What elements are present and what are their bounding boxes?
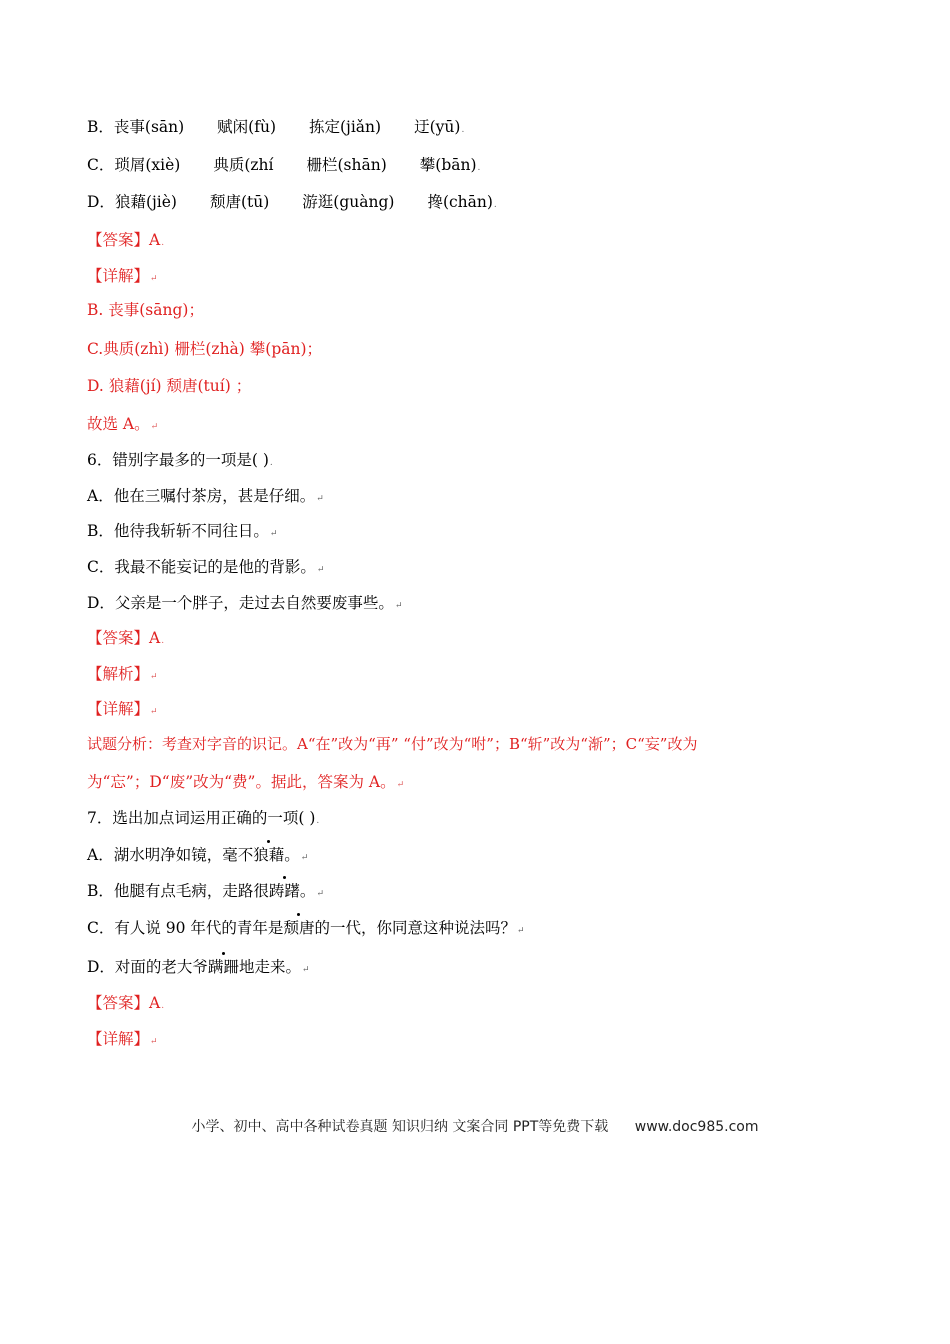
q6-stem-text: 6．错别字最多的一项是( )	[87, 451, 269, 469]
q6-analysis-header: 【解析】↵	[87, 665, 158, 683]
q7-option-b: B．他腿有点毛病，走路很踌躇。↵	[87, 882, 324, 900]
detail-c-text: C.典质(zhì) 栅栏(zhà) 攀(pān)；	[87, 340, 323, 358]
q5-b-word4: 迂(yū)	[414, 118, 461, 136]
q7-b-post: 。	[299, 882, 316, 900]
q5-c-word2: 典质(zhí	[213, 156, 274, 174]
q5-d-word2: 颓唐(tū)	[209, 193, 270, 211]
q5-d-word4: 搀(chān)	[427, 193, 493, 211]
answer-text: 【答案】A	[87, 629, 161, 647]
q7-a-post: 。	[284, 846, 300, 864]
q5-detail-d	[87, 376, 251, 396]
q5-c-word3: 栅栏(shān)	[306, 156, 387, 174]
detail-header-text: 【详解】	[87, 267, 150, 285]
q6-answer: 【答案】A.	[87, 629, 165, 647]
q5-b-word1: 丧事(sān)	[113, 118, 185, 136]
page-footer	[0, 1116, 950, 1136]
q7-option-d: D．对面的老大爷蹒跚地走来。↵	[87, 958, 310, 976]
detail-header-text: 【详解】	[87, 1030, 150, 1048]
q5-d-word3: 游逛(guàng)	[302, 193, 395, 211]
q5-conclusion: 故选 A。↵	[87, 415, 159, 433]
analysis-line1-text: 试题分析：考查对字音的识记。A“在”改为“再” “付”改为“咐”；B“斩”改为“渐”；C“妄”改为	[87, 735, 698, 753]
q6-option-c: C．我最不能妄记的是他的背影。↵	[87, 558, 325, 576]
detail-b-text: B. 丧事(sāng)；	[87, 301, 204, 319]
answer-text: 【答案】A	[87, 231, 161, 249]
q6-analysis-line2: 为“忘”；D“废”改为“费”。据此，答案为 A。↵	[87, 773, 405, 791]
q6-analysis-line1	[87, 734, 697, 754]
q5-detail-header: 【详解】↵	[87, 267, 158, 285]
q7-stem: 7．选出加点词运用正确的一项( ).	[87, 809, 320, 827]
q7-option-a: A．湖水明净如镜，毫不狼藉。↵	[87, 846, 309, 864]
analysis-header-text: 【解析】	[87, 665, 150, 683]
q7-detail-header: 【详解】↵	[87, 1030, 158, 1048]
q5-d-word1: 狼藉(jiè)	[114, 193, 177, 211]
q7-a-pre: A．湖水明净如镜，毫不	[87, 846, 254, 864]
q5-b-word3: 拣定(jiǎn)	[309, 118, 382, 136]
analysis-line2-text: 为“忘”；D“废”改为“费”。据此，答案为 A。	[87, 773, 396, 791]
q5-option-d: D．狼藉(jiè) 颓唐(tū) 游逛(guàng) 搀(chān).	[87, 193, 497, 211]
footer-text: 小学、初中、高中各种试卷真题 知识归纳 文案合同 PPT等免费下载	[191, 1119, 609, 1135]
q6-detail-header: 【详解】↵	[87, 700, 158, 718]
q7-b-pre: B．他腿有点毛病，走路很	[87, 882, 269, 900]
q7-stem-text: 7．选出加点词运用正确的一项( )	[87, 809, 316, 827]
q7-answer: 【答案】A.	[87, 994, 165, 1012]
q5-c-word4: 攀(bān)	[419, 156, 477, 174]
q7-a-dotted-word: 狼藉	[253, 846, 285, 864]
q7-option-c: C．有人说 90 年代的青年是颓唐的一代，你同意这种说法吗？↵	[87, 919, 525, 937]
q5-c-word1: 琐屑(xiè)	[114, 156, 181, 174]
q6-option-b: B．他待我斩斩不同往日。↵	[87, 522, 278, 540]
detail-d-text: D. 狼藉(jí) 颓唐(tuí) ；	[87, 377, 252, 395]
q7-b-dotted-word: 踌躇	[268, 882, 300, 900]
q6-stem: 6．错别字最多的一项是( ).	[87, 451, 273, 469]
option-label: D．	[87, 193, 115, 211]
q5-option-b: B．丧事(sān) 赋闲(fù) 拣定(jiǎn) 迂(yū).	[87, 118, 465, 136]
footer-link[interactable]: www.doc985.com	[634, 1119, 759, 1135]
q5-option-c: C．琐屑(xiè) 典质(zhí 栅栏(shān) 攀(bān).	[87, 156, 481, 174]
q6-a-text: A．他在三嘱付茶房，甚是仔细。	[87, 487, 316, 505]
q5-answer: 【答案】A.	[87, 231, 165, 249]
detail-header-text: 【详解】	[87, 700, 150, 718]
q5-b-word2: 赋闲(fù)	[217, 118, 276, 136]
q7-d-dotted-word: 蹒跚	[207, 958, 239, 976]
q6-b-text: B．他待我斩斩不同往日。	[87, 522, 269, 540]
q6-option-d: D．父亲是一个胖子，走过去自然要废事些。↵	[87, 594, 403, 612]
option-label: B．	[87, 118, 114, 136]
conclusion-text: 故选 A。	[87, 415, 150, 433]
answer-text: 【答案】A	[87, 994, 161, 1012]
q6-option-a: A．他在三嘱付茶房，甚是仔细。↵	[87, 487, 324, 505]
q7-c-dotted-word: 颓唐	[283, 919, 315, 937]
option-label: C．	[87, 156, 115, 174]
q7-d-pre: D．对面的老大爷	[87, 958, 208, 976]
q7-c-pre: C．有人说 90 年代的青年是	[87, 919, 284, 937]
q7-d-post: 地走来。	[238, 958, 301, 976]
q7-c-post: 的一代，你同意这种说法吗？	[314, 919, 516, 937]
q5-detail-c	[87, 339, 322, 359]
q6-c-text: C．我最不能妄记的是他的背影。	[87, 558, 316, 576]
q5-detail-b	[87, 300, 204, 320]
q6-d-text: D．父亲是一个胖子，走过去自然要废事些。	[87, 594, 394, 612]
